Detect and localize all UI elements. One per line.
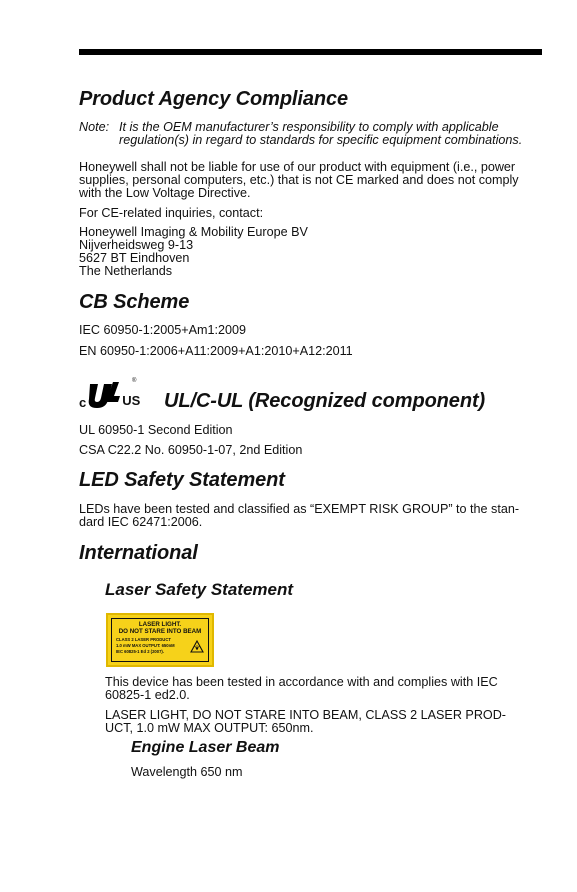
- heading-led-safety: LED Safety Statement: [79, 469, 285, 491]
- address-line: Nijverheidsweg 9-13: [79, 238, 194, 252]
- ul-standard-2: CSA C22.2 No. 60950-1-07, 2nd Edition: [79, 443, 303, 457]
- ul-standard-1: UL 60950-1 Second Edition: [79, 423, 233, 437]
- registered-mark: ®: [132, 378, 137, 384]
- ul-mark-c: c: [79, 395, 87, 410]
- cb-standard-2: EN 60950-1:2006+A11:2009+A1:2010+A12:2011: [79, 344, 353, 358]
- laser-warning-label: [106, 613, 214, 667]
- led-line-1: LEDs have been tested and classified as “EXEMPT RISK GROUP” to the stan-: [79, 502, 520, 516]
- heading-product-agency-compliance: Product Agency Compliance: [79, 88, 349, 110]
- address-block: [79, 226, 308, 278]
- heading-ul-cul: UL/C-UL (Recognized component): [164, 390, 486, 412]
- heading-cb-scheme: CB Scheme: [79, 291, 190, 313]
- note-line-1: It is the OEM manufacturer’s responsibility to comply with applicable: [119, 120, 499, 134]
- address-line: Honeywell Imaging & Mobility Europe BV: [79, 225, 308, 239]
- laser-hazard-icon: [190, 640, 204, 653]
- ul-recognized-icon: [87, 380, 121, 410]
- heading-international: International: [79, 542, 198, 564]
- ul-recognized-mark: [79, 378, 140, 410]
- address-line: 5627 BT Eindhoven: [79, 251, 190, 265]
- top-rule: [79, 49, 542, 55]
- ul-mark-us: US: [122, 393, 141, 408]
- laser-label-line-5: IEC 60825-1 Ed 2 (2007).: [116, 649, 164, 654]
- laser-compliance-line-2: 60825-1 ed2.0.: [105, 688, 190, 702]
- laser-warning-text-line-1: LASER LIGHT, DO NOT STARE INTO BEAM, CLASS 2 LASER PROD-: [105, 708, 507, 722]
- laser-warning-label-frame: [111, 618, 209, 662]
- wavelength-text: Wavelength 650 nm: [131, 765, 243, 779]
- liability-line-3: with the Low Voltage Directive.: [79, 186, 251, 200]
- cb-standard-1: IEC 60950-1:2005+Am1:2009: [79, 323, 246, 337]
- laser-label-line-4: 1.0 mW MAX OUTPUT: 650nM: [116, 643, 175, 648]
- liability-line-1: Honeywell shall not be liable for use of our product with equipment (i.e., power: [79, 160, 516, 174]
- heading-engine-laser-beam: Engine Laser Beam: [131, 739, 280, 756]
- liability-line-2: supplies, personal computers, etc.) that is not CE marked and does not comply: [79, 173, 519, 187]
- laser-warning-text-line-2: UCT, 1.0 mW MAX OUTPUT: 650nm.: [105, 721, 314, 735]
- laser-label-line-3: CLASS 2 LASER PRODUCT: [116, 637, 171, 642]
- laser-compliance-line-1: This device has been tested in accordance with and complies with IEC: [105, 675, 498, 689]
- note-line-2: regulation(s) in regard to standards for specific equipment combinations.: [119, 133, 523, 147]
- led-line-2: dard IEC 62471:2006.: [79, 515, 203, 529]
- heading-laser-safety: Laser Safety Statement: [105, 580, 294, 599]
- address-line: The Netherlands: [79, 264, 173, 278]
- laser-label-line-1: LASER LIGHT.: [138, 621, 182, 628]
- note-label: Note:: [79, 120, 110, 134]
- laser-label-line-2: DO NOT STARE INTO BEAM: [118, 628, 202, 635]
- ul-mark-us-wrap: [122, 392, 140, 410]
- ce-inquiries: For CE-related inquiries, contact:: [79, 206, 264, 220]
